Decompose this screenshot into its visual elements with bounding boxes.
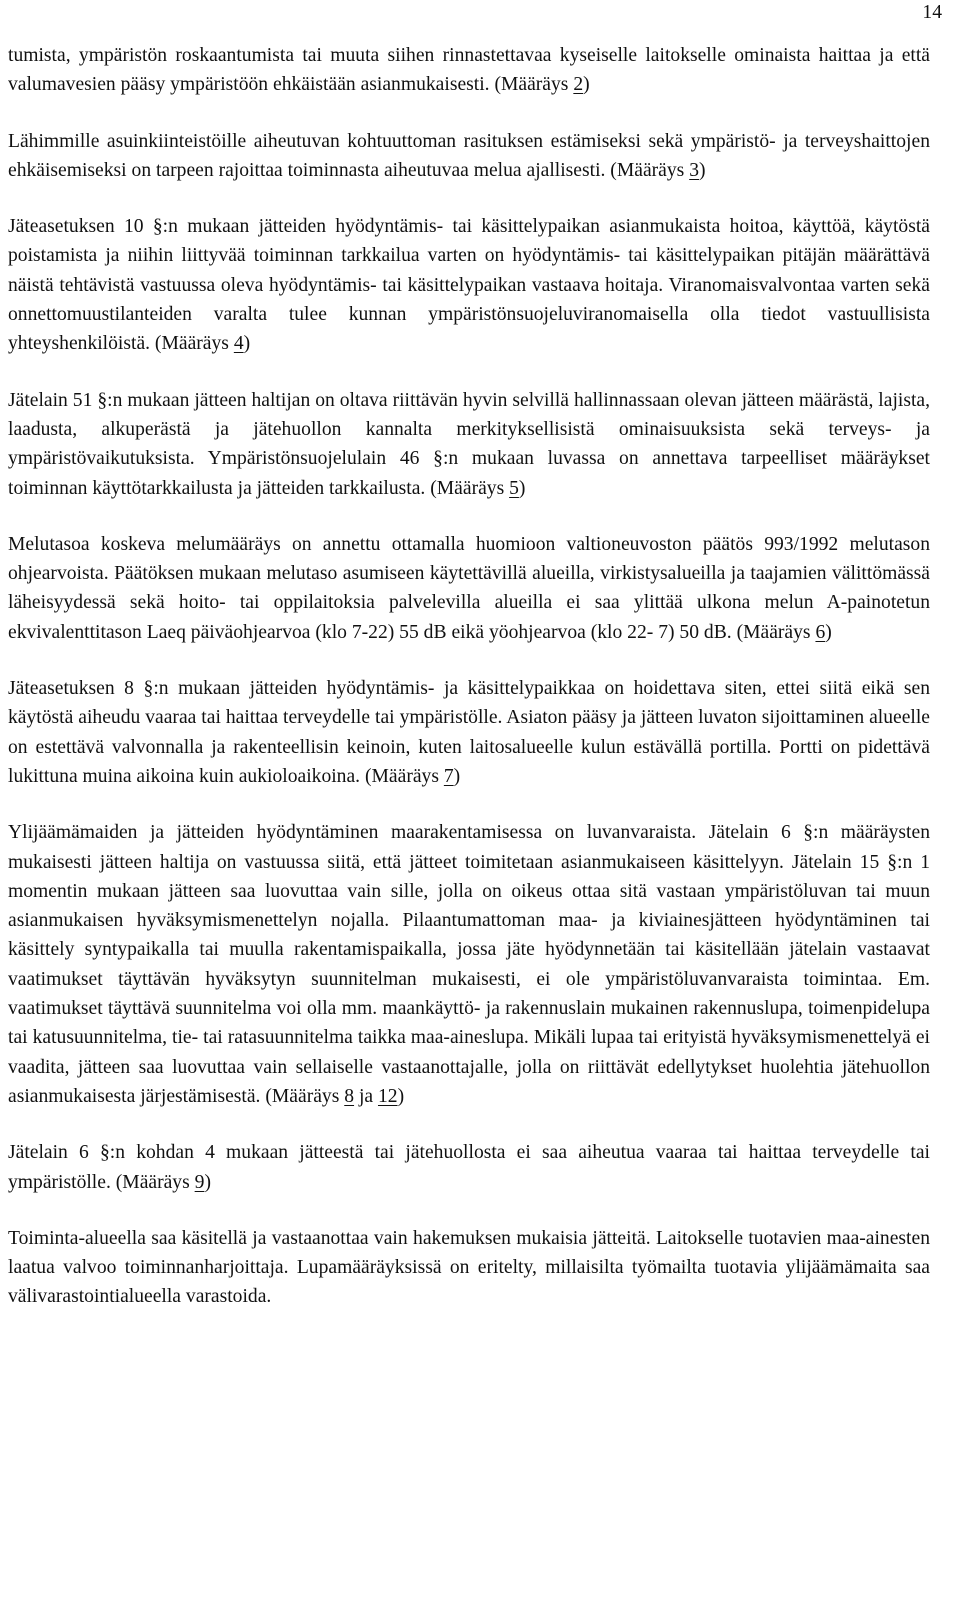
paragraph-tail: ) (453, 765, 461, 787)
paragraph-tail: ) (204, 1171, 211, 1193)
paragraph-tail: ) (583, 74, 590, 96)
regulation-reference-link[interactable]: 6 (815, 621, 826, 643)
paragraph (8, 127, 930, 186)
page-number: 14 (922, 2, 942, 23)
paragraph-text: Ylijäämämaiden ja jätteiden hyödyntäminen maarakentamisessa on luvanvaraista. Jätelain 6 §:n määräysten mukaisesti jätteen haltija on vastuussa siitä, että jätteet toimitetaan asianmukaiseen käsittelyyn. Jätelain 15 §:n 1 momentin mukaan jätteen saa luovuttaa vain sille, jolla on oikeus ottaa sitä vastaan ympäristöluvan tai muun asianmukaisen hyväksymismenettelyn nojalla. Pilaantumattoman maa- ja kiviainesjätteen hyödyntäminen tai käsittely syntypaikalla tai muulla rakentamispaikalla, jossa jäte hyödynnetään tai käsitellään jätelain vastaavat vaatimukset täyttävän hyväksytyn suunnitelman mukaisesti, ei ole ympäristöluvanvaraista toimintaa. Em. vaatimukset täyttävä suunnitelma voi olla mm. maankäyttö- ja rakennuslain mukainen rakennuslupa, toimenpidelupa tai katusuunnitelma, tie- tai ratasuunnitelma taikka maa-aineslupa. Mikäli lupaa tai erityistä hyväksymismenettelyä ei vaadita, jätteen saa luovuttaa vain sellaiselle vastaanottajalle, jolla on riittävät edellytykset huolehtia jätehuollon asianmukaisesta järjestämisestä. (Määräys (8, 822, 930, 1107)
paragraph (8, 212, 930, 358)
paragraph-text: Lähimmille asuinkiinteistöille aiheutuvan kohtuuttoman rasituksen estämiseksi sekä ympäristö- ja terveyshaittojen ehkäisemiseksi on tarpeen rajoittaa toiminnasta aiheutuvaa melua ajallisesti. (Määräys (8, 130, 930, 181)
regulation-reference-link[interactable]: 2 (573, 74, 584, 96)
regulation-reference-link[interactable]: 3 (689, 159, 699, 181)
regulation-reference-link[interactable]: 9 (194, 1171, 205, 1193)
paragraph-tail: ) (518, 477, 526, 499)
paragraph (8, 1138, 930, 1197)
regulation-reference-link[interactable]: 8 (344, 1085, 355, 1107)
paragraph-text: Jätelain 51 §:n mukaan jätteen haltijan on oltava riittävän hyvin selvillä hallinnassaan olevan jätteen määrästä, lajista, laadusta, alkuperästä ja jätehuollon kannalta merkityksellisistä ominaisuuksista sekä terveys- ja ympäristövaikutuksista. Ympäristönsuojelulain 46 §:n mukaan luvassa on annettava tarpeelliset määräykset toiminnan käyttötarkkailusta ja jätteiden tarkkailusta. (Määräys (8, 389, 930, 499)
paragraph-text: Melutasoa koskeva melumääräys on annettu ottamalla huomioon valtioneuvoston päätös 993/1992 melutason ohjearvoista. Päätöksen mukaan melutaso asumiseen käytettävillä alueilla, virkistysalueilla ja taajamien välittömässä läheisyydessä sekä hoito- tai oppilaitoksia palvelevilla alueilla ei saa ylittää ulkona melun A-painotetun ekvivalenttitason Laeq päiväohjearvoa (klo 7-22) 55 dB eikä yöohjearvoa (klo 22- 7) 50 dB. (Määräys (8, 533, 930, 643)
paragraph-tail: ) (699, 159, 706, 181)
paragraph-tail: ) (397, 1085, 405, 1107)
regulation-reference-link[interactable]: 5 (509, 477, 519, 499)
paragraph (8, 1224, 930, 1312)
paragraph-tail: ) (243, 333, 251, 355)
paragraph (8, 41, 930, 100)
paragraph-tail: ) (825, 621, 832, 643)
regulation-reference-link[interactable]: 4 (233, 333, 244, 355)
paragraph-text: Jäteasetuksen 10 §:n mukaan jätteiden hyödyntämis- tai käsittelypaikan asianmukaista hoitoa, käyttöä, käytöstä poistamista ja niihin liittyvää toiminnan tarkkailua varten on hyödyntämis- tai käsittelypaikan pitäjän määrättävä näistä tehtävistä vastuussa oleva hyödyntämis- tai käsittelypaikan vastaava hoitaja. Viranomaisvalvontaa varten sekä onnettomuustilanteiden varalta tulee kunnan ympäristönsuojeluviranomaisella olla tiedot vastuullisista yhteyshenkilöistä. (Määräys (8, 216, 930, 355)
paragraph-text: Toiminta-alueella saa käsitellä ja vastaanottaa vain hakemuksen mukaisia jätteitä. Laitokselle tuotavien maa-ainesten laatua valvoo toiminnanharjoittaja. Lupamääräyksissä on eritelty, millaisilta työmailta tuotavia ylijäämämaita saa välivarastointialueella varastoida. (8, 1227, 930, 1308)
paragraph-text: tumista, ympäristön roskaantumista tai muuta siihen rinnastettavaa kyseiselle laitokselle ominaista haittaa ja että valumavesien pääsy ympäristöön ehkäistään asianmukaisesti. (Määräys (8, 45, 930, 96)
paragraph (8, 818, 930, 1111)
regulation-reference-link[interactable]: 12 (377, 1085, 398, 1107)
paragraph-text: Jätelain 6 §:n kohdan 4 mukaan jätteestä tai jätehuollosta ei saa aiheutua vaaraa tai haittaa terveydelle tai ympäristölle. (Määräys (8, 1142, 930, 1193)
paragraph-text: Jäteasetuksen 8 §:n mukaan jätteiden hyödyntämis- ja käsittelypaikkaa on hoidettava siten, ettei siitä eikä sen käytöstä aiheudu vaaraa tai haittaa terveydelle tai ympäristölle. Asiaton pääsy ja jätteen luvaton sijoittaminen alueelle on estettävä valvonnalla ja rakenteellisin keinoin, kuten laitosalueelle kulun estävällä portilla. Portti on pidettävä lukittuna muina aikoina kuin aukioloaikoina. (Määräys (8, 678, 930, 787)
regulation-reference-link[interactable]: 7 (443, 765, 454, 787)
paragraph (8, 530, 930, 647)
paragraph (8, 386, 930, 503)
reference-joiner: ja (354, 1085, 378, 1107)
document-body (8, 0, 930, 1339)
paragraph (8, 674, 930, 791)
